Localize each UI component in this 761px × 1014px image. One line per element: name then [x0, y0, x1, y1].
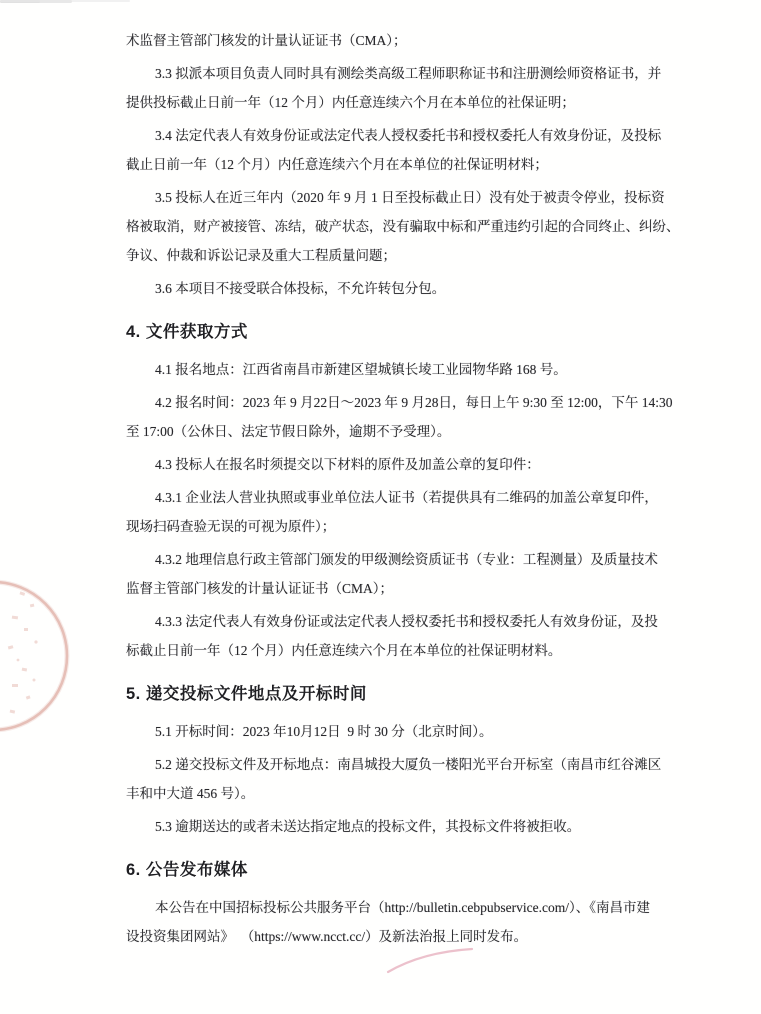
clause-4-3-2-line-1: 4.3.2 地理信息行政主管部门颁发的甲级测绘资质证书（专业：工程测量）及质量技术 — [155, 552, 658, 567]
clause-5-1 — [126, 717, 686, 746]
clause-4-2-line-2: 至 17:00（公休日、法定节假日除外，逾期不予受理）。 — [126, 424, 451, 439]
clause-3-5-line-1: 3.5 投标人在近三年内（2020 年 9 月 1 日至投标截止日）没有处于被责令停业，投标资 — [155, 190, 665, 205]
clause-4-3-3 — [126, 607, 686, 665]
paragraph-intro-continuation — [126, 26, 686, 55]
clause-5-3-line-1: 5.3 逾期送达的或者未送达指定地点的投标文件，其投标文件将被拒收。 — [155, 819, 581, 834]
clause-4-2-line-1: 4.2 报名时间：2023 年 9 月22日～2023 年 9 月28日，每日上午 9:30 至 12:00，下午 14:30 — [155, 395, 673, 410]
clause-3-4-line-2: 截止日前一年（12 个月）内任意连续六个月在本单位的社保证明材料； — [126, 157, 548, 172]
clause-5-2 — [126, 750, 686, 808]
clause-4-2 — [126, 388, 686, 446]
clause-3-4 — [126, 121, 686, 179]
clause-3-3-line-2: 提供投标截止日前一年（12 个月）内任意连续六个月在本单位的社保证明； — [126, 95, 575, 110]
clause-3-5-line-2: 格被取消，财产被接管、冻结，破产状态，没有骗取中标和严重违约引起的合同终止、纠纷、 — [126, 219, 680, 234]
clause-3-3-line-1: 3.3 拟派本项目负责人同时具有测绘类高级工程师职称证书和注册测绘师资格证书，并 — [155, 66, 662, 81]
clause-3-5 — [126, 183, 686, 270]
clause-3-5-line-3: 争议、仲裁和诉讼记录及重大工程质量问题； — [126, 248, 396, 263]
clause-6-line-1: 本公告在中国招标投标公共服务平台（http://bulletin.cebpubservice.com/）、《南昌市建 — [155, 900, 650, 915]
clause-5-1-line-1: 5.1 开标时间：2023 年10月12日 9 时 30 分（北京时间）。 — [155, 724, 493, 739]
clause-4-1-line-1: 4.1 报名地点：江西省南昌市新建区望城镇长堎工业园物华路 168 号。 — [155, 362, 567, 377]
section-6-heading: 6. 公告发布媒体 — [126, 861, 248, 879]
clause-4-3-2 — [126, 545, 686, 603]
clause-4-3-3-line-2: 标截止日前一年（12 个月）内任意连续六个月在本单位的社保证明材料。 — [126, 643, 562, 658]
clause-5-2-line-1: 5.2 递交投标文件及开标地点：南昌城投大厦负一楼阳光平台开标室（南昌市红谷滩区 — [155, 757, 662, 772]
red-seal-stamp — [0, 572, 90, 744]
clause-6-body — [126, 893, 686, 951]
clause-4-1 — [126, 355, 686, 384]
section-4-heading: 4. 文件获取方式 — [126, 323, 248, 341]
clause-4-3-1 — [126, 483, 686, 541]
clause-4-3-1-line-1: 4.3.1 企业法人营业执照或事业单位法人证书（若提供具有二维码的加盖公章复印件， — [155, 490, 658, 505]
document-content — [126, 26, 686, 955]
clause-3-4-line-1: 3.4 法定代表人有效身份证或法定代表人授权委托书和授权委托人有效身份证，及投标 — [155, 128, 662, 143]
clause-4-3-2-line-2: 监督主管部门核发的计量认证证书（CMA）； — [126, 581, 394, 596]
clause-4-3 — [126, 450, 686, 479]
clause-3-3 — [126, 59, 686, 117]
scan-artifact — [0, 0, 28, 2]
clause-4-3-3-line-1: 4.3.3 法定代表人有效身份证或法定代表人授权委托书和授权委托人有效身份证，及投 — [155, 614, 658, 629]
clause-5-3 — [126, 812, 686, 841]
clause-3-6-line-1: 3.6 本项目不接受联合体投标，不允许转包分包。 — [155, 281, 446, 296]
clause-6-line-2: 设投资集团网站》 （https://www.ncct.cc/）及新法治报上同时发布。 — [126, 929, 528, 944]
clause-4-3-1-line-2: 现场扫码查验无误的可视为原件）； — [126, 519, 336, 534]
clause-3-6 — [126, 274, 686, 303]
seal-text-speckles — [8, 591, 38, 713]
intro-continuation-line: 术监督主管部门核发的计量认证证书（CMA）； — [126, 33, 407, 48]
clause-4-3-line-1: 4.3 投标人在报名时须提交以下材料的原件及加盖公章的复印件： — [155, 457, 540, 472]
section-5-heading: 5. 递交投标文件地点及开标时间 — [126, 685, 367, 703]
clause-5-2-line-2: 丰和中大道 456 号）。 — [126, 786, 255, 801]
